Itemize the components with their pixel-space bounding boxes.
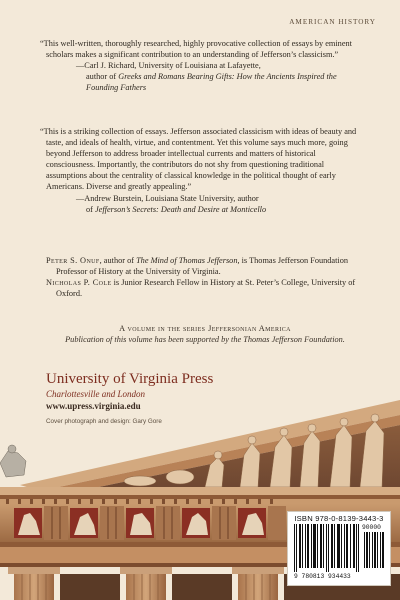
bio-text: , author of: [99, 256, 137, 265]
bio-onuf: [46, 255, 364, 277]
attribution-author-of: of: [86, 204, 93, 214]
attribution-book: Greeks and Romans Bearing Gifts: How the Ancients Inspired the Founding Fathers: [86, 72, 337, 93]
barcode-icon: [292, 524, 386, 572]
quote-attribution: [46, 193, 364, 215]
series-prefix: A volume in the series: [119, 324, 206, 333]
series-note: [46, 323, 364, 345]
bio-text: is Thomas Jefferson Foundation Professor of History at the University of Virginia.: [56, 256, 349, 277]
bio-book: The Mind of Thomas Jefferson,: [136, 256, 240, 265]
category-label: AMERICAN HISTORY: [289, 18, 376, 26]
support-note: Publication of this volume has been supported by the Thomas Jefferson Foundation.: [65, 335, 345, 344]
quote-text: “This well-written, thoroughly researched, highly provocative collection of essays by eminent scholars makes a significant contribution to an understanding of Jefferson’s classicism.”: [40, 39, 352, 60]
publisher-place: Charlottesville and London: [46, 389, 145, 399]
cover-credit: Cover photograph and design: Gary Gore: [46, 418, 162, 425]
isbn-barcode-box: [287, 511, 391, 586]
bio-name: Nicholas P. Cole: [46, 278, 112, 288]
attribution-name: —Andrew Burstein, Louisiana State University, author: [76, 193, 259, 203]
quote-attribution: [46, 60, 352, 93]
attribution-author-of: author of: [86, 72, 117, 82]
review-quote-2: [40, 126, 364, 215]
bio-text: is Junior Research Fellow in History at St. Peter’s College, University of Oxford.: [56, 278, 356, 299]
review-quote-1: [40, 38, 352, 93]
series-line: [46, 323, 364, 334]
attribution-name: —Carl J. Richard, University of Louisiana at Lafayette,: [76, 61, 261, 71]
bio-name: Peter S. Onuf: [46, 256, 100, 265]
series-name: Jeffersonian America: [208, 324, 291, 333]
barcode-number: 9 780813 934433: [294, 573, 351, 580]
publisher-url: www.upress.virginia.edu: [46, 401, 141, 411]
attribution-book: Jefferson’s Secrets: Death and Desire at Monticello: [95, 204, 267, 214]
price-code: 90000: [362, 524, 381, 531]
quote-text: “This is a striking collection of essays. Jefferson associated classicism with ideas of beauty and taste, and ideals of health, virtue, and contentment. Yet this volume says much more, going beyond Jefferson to address broader intellectual currents and matters of historical consciousness. Importantly, the contributors do not shy from questioning traditional assumptions about the centrality of classical knowledge in the political thought of early Americans. Diverse and greatly appealing.”: [40, 127, 357, 192]
editor-bios: [46, 255, 364, 299]
isbn-label: ISBN 978-0-8139-3443-3: [294, 514, 384, 523]
bio-cole: [46, 277, 364, 299]
publisher-name: University of Virginia Press: [46, 371, 214, 387]
